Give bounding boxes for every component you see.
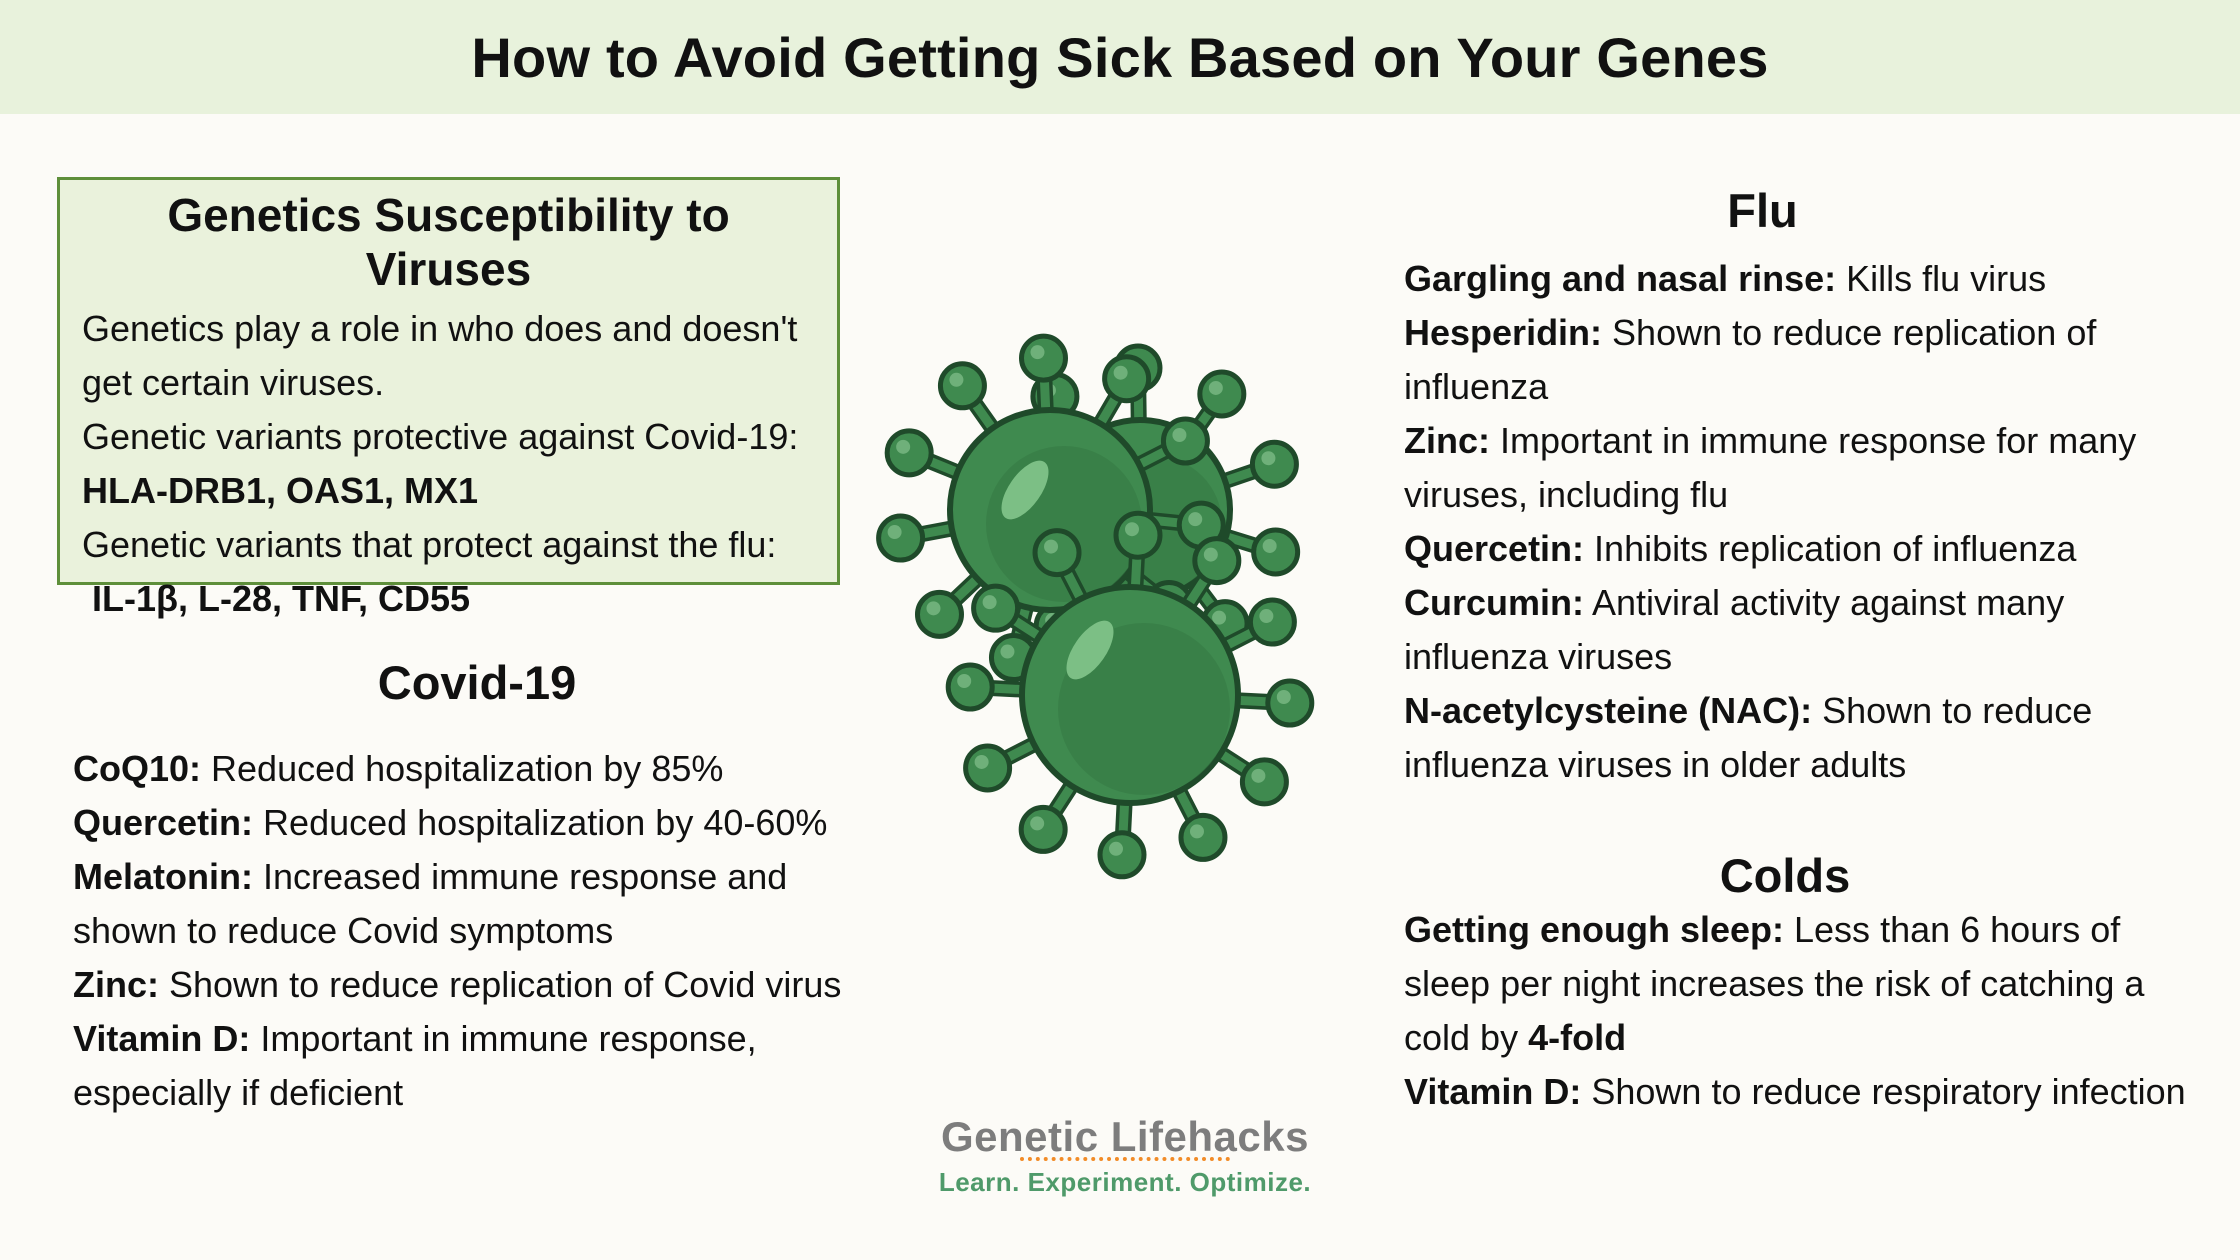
list-item bbox=[1404, 576, 2224, 630]
list-item bbox=[1404, 1011, 2234, 1065]
virus-spike-tip bbox=[917, 592, 961, 636]
colds-heading: Colds bbox=[1719, 849, 1851, 902]
list-item bbox=[1404, 1065, 2234, 1119]
list-item bbox=[73, 958, 893, 1012]
list-item bbox=[1404, 957, 2234, 1011]
virus-spike-tip bbox=[974, 586, 1018, 630]
virus-spike-highlight bbox=[1263, 539, 1277, 553]
item-label: Quercetin: bbox=[73, 802, 254, 843]
item-label: CoQ10: bbox=[73, 748, 202, 789]
list-item bbox=[1404, 468, 2224, 522]
list-item bbox=[1404, 903, 2234, 957]
item-text: Inhibits replication of influenza bbox=[1584, 528, 2077, 569]
item-label: N-acetylcysteine (NAC): bbox=[1404, 690, 1813, 731]
virus-spike-tip bbox=[1035, 531, 1079, 575]
virus-spike-tip bbox=[1105, 357, 1149, 401]
virus-spike-highlight bbox=[1125, 522, 1139, 536]
virus-spike-tip bbox=[1268, 681, 1312, 725]
list-item bbox=[1404, 306, 2224, 360]
virus-spike-tip bbox=[1021, 807, 1065, 851]
virus-spike-highlight bbox=[957, 674, 971, 688]
virus-spike-tip bbox=[1181, 815, 1225, 859]
item-text: Antiviral activity against many bbox=[1584, 582, 2065, 623]
virus-spike-tip bbox=[1116, 513, 1160, 557]
virus-spike-highlight bbox=[1114, 366, 1128, 380]
item-text: Less than 6 hours of bbox=[1784, 909, 2121, 950]
list-item bbox=[1404, 522, 2224, 576]
virus-spike-highlight bbox=[1188, 512, 1202, 526]
virus-spike-tip bbox=[948, 665, 992, 709]
flu-list bbox=[1404, 252, 2224, 792]
list-item bbox=[73, 796, 893, 850]
list-item bbox=[73, 1012, 893, 1066]
item-text: influenza viruses in older adults bbox=[1404, 744, 1907, 785]
title-banner bbox=[0, 0, 2240, 114]
item-label: Getting enough sleep: bbox=[1404, 909, 1785, 950]
virus-spike-tip bbox=[887, 431, 931, 475]
item-text: Important in immune response for many bbox=[1490, 420, 2137, 461]
virus-spike-highlight bbox=[1209, 381, 1223, 395]
genetic-lifehacks-logo bbox=[925, 1113, 1325, 1198]
logo-tagline: Learn. Experiment. Optimize. bbox=[938, 1167, 1312, 1197]
item-label: Curcumin: bbox=[1404, 582, 1584, 623]
list-item bbox=[73, 904, 893, 958]
genetics-line-2: get certain viruses. bbox=[82, 362, 385, 403]
virus-spike-highlight bbox=[1261, 451, 1275, 465]
virus-spike-tip bbox=[1250, 600, 1294, 644]
list-item bbox=[1404, 684, 2224, 738]
list-item bbox=[73, 850, 893, 904]
flu-heading: Flu bbox=[1727, 184, 1798, 237]
item-text: cold by bbox=[1404, 1017, 1529, 1058]
virus-spike-highlight bbox=[1030, 816, 1044, 830]
item-text: Increased immune response and bbox=[252, 856, 788, 897]
virus-spike-highlight bbox=[1000, 645, 1014, 659]
page-title: How to Avoid Getting Sick Based on Your Genes bbox=[471, 25, 1769, 89]
item-text: sleep per night increases the risk of catching a bbox=[1404, 963, 2145, 1004]
list-item bbox=[73, 742, 893, 796]
list-item bbox=[1404, 360, 2224, 414]
item-text: Shown to reduce bbox=[1812, 690, 2093, 731]
list-item bbox=[1404, 738, 2224, 792]
covid-variants: HLA-DRB1, OAS1, MX1 bbox=[82, 470, 479, 511]
virus-spike-highlight bbox=[1044, 540, 1058, 554]
list-item bbox=[73, 1066, 893, 1120]
virus-spike-highlight bbox=[949, 373, 963, 387]
virus-spike-tip bbox=[1200, 372, 1244, 416]
logo-name: Genetic Lifehacks bbox=[941, 1113, 1309, 1160]
virus-spike-highlight bbox=[983, 595, 997, 609]
virus-spike-tip bbox=[1021, 336, 1065, 380]
virus-spike-highlight bbox=[888, 525, 902, 539]
virus-spike-tip bbox=[1252, 442, 1296, 486]
item-text: Reduced hospitalization by 85% bbox=[201, 748, 724, 789]
virus-spike-highlight bbox=[1190, 824, 1204, 838]
item-text: Shown to reduce respiratory infection bbox=[1581, 1071, 2186, 1112]
virus-spike-tip bbox=[1195, 539, 1239, 583]
covid-list bbox=[73, 742, 893, 1120]
virus-spike-tip bbox=[1163, 419, 1207, 463]
virus-spike-highlight bbox=[975, 755, 989, 769]
flu-variants: IL-1β, L-28, TNF, CD55 bbox=[82, 578, 471, 619]
item-text: especially if deficient bbox=[73, 1072, 404, 1113]
virus-spike-highlight bbox=[1251, 769, 1265, 783]
item-label: Melatonin: bbox=[73, 856, 253, 897]
virus-spike-highlight bbox=[1259, 609, 1273, 623]
virus-spike-tip bbox=[1254, 530, 1298, 574]
genetics-susceptibility-box bbox=[57, 177, 840, 619]
item-text: influenza bbox=[1404, 366, 1549, 407]
virus-spike-highlight bbox=[1212, 611, 1226, 625]
virus-spike-highlight bbox=[896, 440, 910, 454]
virus-spike-tip bbox=[966, 746, 1010, 790]
genetics-line-5: Genetic variants that protect against the flu: bbox=[82, 524, 777, 565]
item-text: shown to reduce Covid symptoms bbox=[73, 910, 614, 951]
virus-spike-highlight bbox=[926, 601, 940, 615]
item-text: Shown to reduce replication of Covid virus bbox=[159, 964, 842, 1005]
virus-spike-highlight bbox=[1172, 428, 1186, 442]
item-text: viruses, including flu bbox=[1404, 474, 1729, 515]
virus-spike-highlight bbox=[1030, 345, 1044, 359]
item-text: Reduced hospitalization by 40-60% bbox=[253, 802, 828, 843]
item-label: Zinc: bbox=[1404, 420, 1490, 461]
item-emphasis: 4-fold bbox=[1528, 1017, 1627, 1058]
virus-illustration-icon bbox=[845, 330, 1395, 900]
list-item bbox=[1404, 630, 2224, 684]
list-item bbox=[1404, 414, 2224, 468]
item-text: Shown to reduce replication of bbox=[1602, 312, 2097, 353]
virus-spike-highlight bbox=[1109, 842, 1123, 856]
item-label: Quercetin: bbox=[1404, 528, 1585, 569]
item-label: Vitamin D: bbox=[73, 1018, 251, 1059]
genetics-box-heading: Genetics Susceptibility to Viruses bbox=[167, 189, 730, 295]
item-label: Zinc: bbox=[73, 964, 159, 1005]
virus-spike-tip bbox=[940, 364, 984, 408]
item-text: Kills flu virus bbox=[1836, 258, 2047, 299]
list-item bbox=[1404, 252, 2224, 306]
genetics-line-1: Genetics play a role in who does and doesn't bbox=[82, 308, 798, 349]
item-text: influenza viruses bbox=[1404, 636, 1673, 677]
virus-spike-highlight bbox=[1204, 548, 1218, 562]
genetics-line-3: Genetic variants protective against Covid-19: bbox=[82, 416, 799, 457]
item-label: Hesperidin: bbox=[1404, 312, 1603, 353]
item-text: Important in immune response, bbox=[250, 1018, 757, 1059]
virus-spike-tip bbox=[879, 516, 923, 560]
colds-list bbox=[1404, 903, 2234, 1119]
virus-spike-tip bbox=[1242, 760, 1286, 804]
item-label: Gargling and nasal rinse: bbox=[1404, 258, 1837, 299]
virus-spike-highlight bbox=[1277, 690, 1291, 704]
virus-spike-tip bbox=[1100, 833, 1144, 877]
item-label: Vitamin D: bbox=[1404, 1071, 1582, 1112]
covid-heading: Covid-19 bbox=[377, 656, 577, 709]
